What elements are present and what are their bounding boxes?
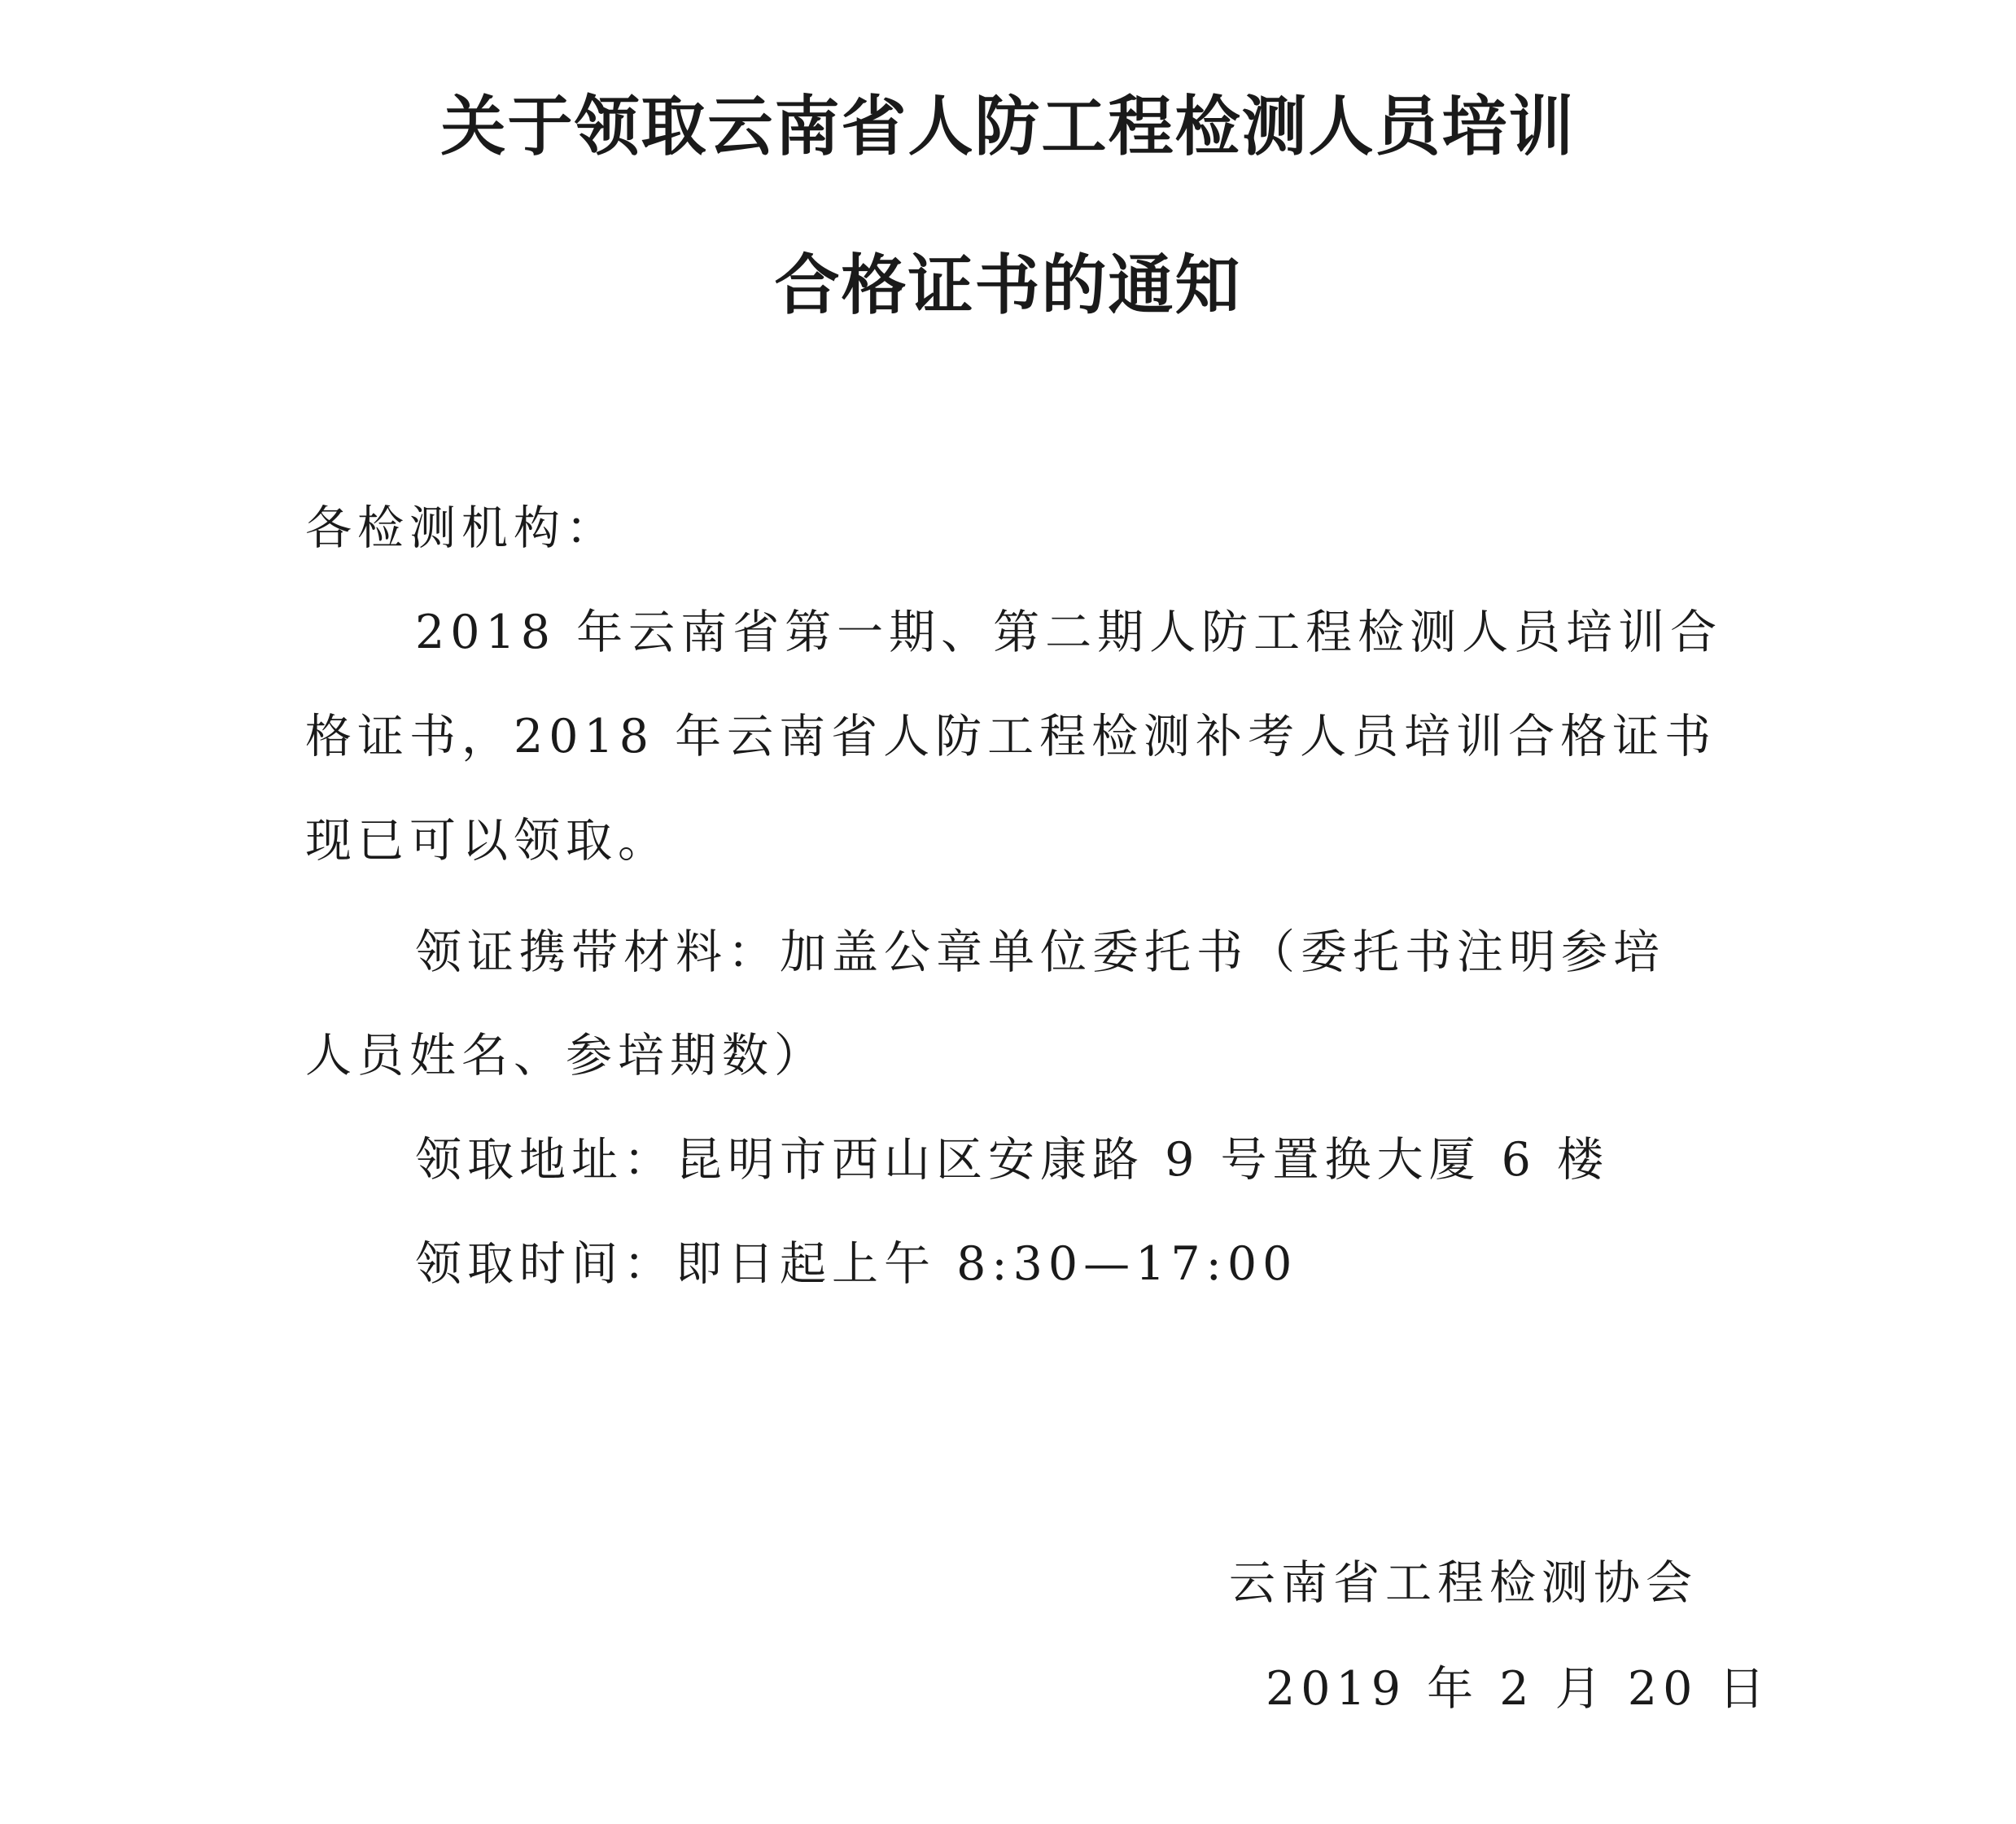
- paragraph-2-line-2: 人员姓名、参培期数）: [305, 1029, 826, 1083]
- title-line-2: 合格证书的通知: [774, 247, 1242, 323]
- paragraph-1-line-1: 2018 年云南省第一期、第二期人防工程检测人员培训合: [415, 606, 1723, 659]
- signature-date: 2019 年 2 月 20 日: [1266, 1662, 1771, 1716]
- paragraph-1-line-3: 现已可以领取。: [305, 814, 670, 868]
- signature-organization: 云南省工程检测协会: [1229, 1556, 1698, 1610]
- salutation: 各检测机构：: [305, 501, 618, 555]
- paragraph-1-line-2: 格证书，2018 年云南省人防工程检测补考人员培训合格证书: [305, 710, 1717, 763]
- address-line: 领取地址：昆明市西山区安康路 9 号置换大厦 6 楼: [415, 1133, 1610, 1187]
- time-line: 领取时间：即日起上午 8:30—17:00: [415, 1237, 1298, 1291]
- title-line-1: 关于领取云南省人防工程检测人员培训: [440, 88, 1576, 164]
- paragraph-2-line-1: 领证携带材料：加盖公章单位委托书（委托书注明参培: [415, 925, 1665, 979]
